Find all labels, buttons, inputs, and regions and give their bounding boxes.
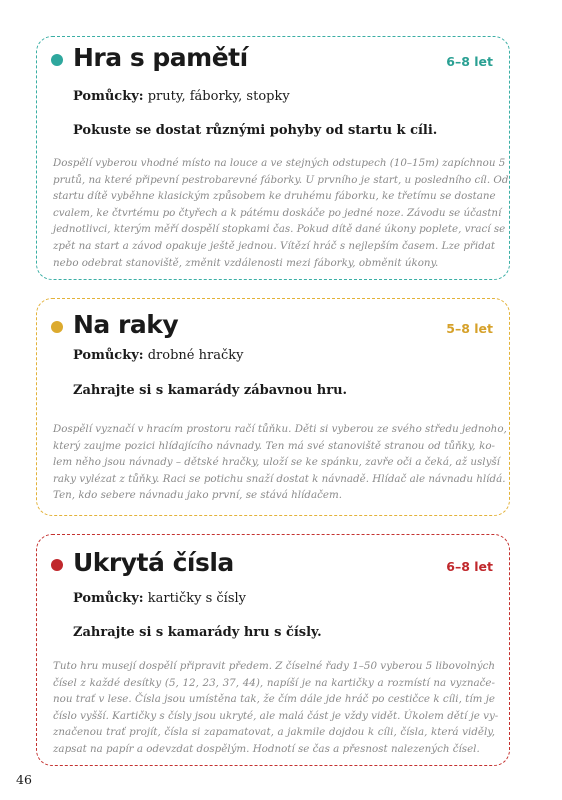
age-badge: 5–8 let xyxy=(446,321,493,336)
tools-value: drobné hračky xyxy=(147,348,244,363)
yellow-bullet-icon xyxy=(51,321,63,333)
description-line: startu dítě vyběhne klasickým způsobem ke druhému fáborku, ke třetímu se dostane xyxy=(53,190,496,203)
description-line: zpět na start a závod opakuje ještě jednou. Vítězí hráč s nejlepším časem. Lze přidat xyxy=(53,239,495,252)
task-heading: Zahrajte si s kamarády zábavnou hru. xyxy=(73,383,348,398)
description-line: raky vylézat z tůňky. Raci se potichu snaží dostat k návnadě. Hlídač ale návnadu hlídá. xyxy=(53,472,506,485)
description-line: čísel z každé desítky (5, 12, 23, 37, 44), napíší je na kartičky a rozmístí na vyznače- xyxy=(53,676,495,689)
tools-label: Pomůcky: xyxy=(73,348,144,363)
page-number: 46 xyxy=(16,772,32,787)
teal-bullet-icon xyxy=(51,54,63,66)
task-heading: Zahrajte si s kamarády hru s čísly. xyxy=(73,625,322,640)
description-line: Dospělí vyznačí v hracím prostoru račí tůňku. Děti si vyberou ze svého středu jednoho, xyxy=(53,423,507,435)
description-line: Tuto hru musejí dospělí připravit předem. Z číselné řady 1–50 vyberou 5 libovolných xyxy=(53,660,495,672)
description-line: který zaujme pozici hlídajícího návnady. Ten má své stanoviště stranou od tůňky, ko- xyxy=(53,439,495,452)
tools-value: kartičky s čísly xyxy=(147,591,247,606)
tools-line xyxy=(73,591,246,606)
card-title: Na raky xyxy=(73,310,179,339)
description-line: Dospělí vyberou vhodné místo na louce a ve stejných odstupech (10–15m) zapíchnou 5 xyxy=(53,157,506,169)
age-badge: 6–8 let xyxy=(446,559,493,574)
age-badge: 6–8 let xyxy=(446,54,493,69)
task-heading: Pokuste se dostat různými pohyby od startu k cíli. xyxy=(73,123,438,138)
card-title: Hra s pamětí xyxy=(73,43,248,72)
description-line: nou trať v lese. Čísla jsou umístěna tak, že čím dále jde hráč po cestičce k cíli, tím je xyxy=(53,693,495,706)
card-title: Ukrytá čísla xyxy=(73,548,234,577)
card-description xyxy=(53,421,507,504)
description-line: prutů, na které připevní pestrobarevné fáborky. U prvního je start, u posledního cíl. Od xyxy=(53,173,509,186)
description-line: značenou trať projít, čísla si zapamatovat, a jakmile dojdou k cíli, čísla, která viděly, xyxy=(53,726,495,739)
card-description xyxy=(53,658,499,758)
description-line: nebo odebrat stanoviště, změnit vzdálenosti mezi fáborky, obměnit úkony. xyxy=(53,256,439,269)
description-line: cvalem, ke čtvrtému po čtyřech a k pátému doskáče po jedné noze. Závodu se účastní xyxy=(53,206,502,219)
tools-line xyxy=(73,89,290,104)
tools-label: Pomůcky: xyxy=(73,591,144,606)
activity-card-crayfish xyxy=(36,298,510,516)
tools-label: Pomůcky: xyxy=(73,89,144,104)
tools-line xyxy=(73,348,243,363)
description-line: zapsat na papír a odevzdat dospělým. Hodnotí se čas a přesnost nalezených čísel. xyxy=(53,742,480,755)
description-line: lem něho jsou návnady – dětské hračky, uloží se ke spánku, zavře oči a čeká, až uslyší xyxy=(53,456,500,469)
description-line: jednotlivci, kterým měří dospělí stopkami čas. Pokud dítě dané úkony poplete, vrací se xyxy=(53,223,506,236)
description-line: číslo vyšší. Kartičky s čísly jsou ukryté, ale malá část je vždy vidět. Úkolem dětí je vy- xyxy=(53,709,499,722)
description-line: Ten, kdo sebere návnadu jako první, se stává hlídačem. xyxy=(53,489,342,502)
red-bullet-icon xyxy=(51,559,63,571)
activity-card-memory-game xyxy=(36,36,510,280)
tools-value: pruty, fáborky, stopky xyxy=(147,89,290,104)
card-description xyxy=(53,155,509,271)
activity-card-hidden-numbers xyxy=(36,534,510,766)
